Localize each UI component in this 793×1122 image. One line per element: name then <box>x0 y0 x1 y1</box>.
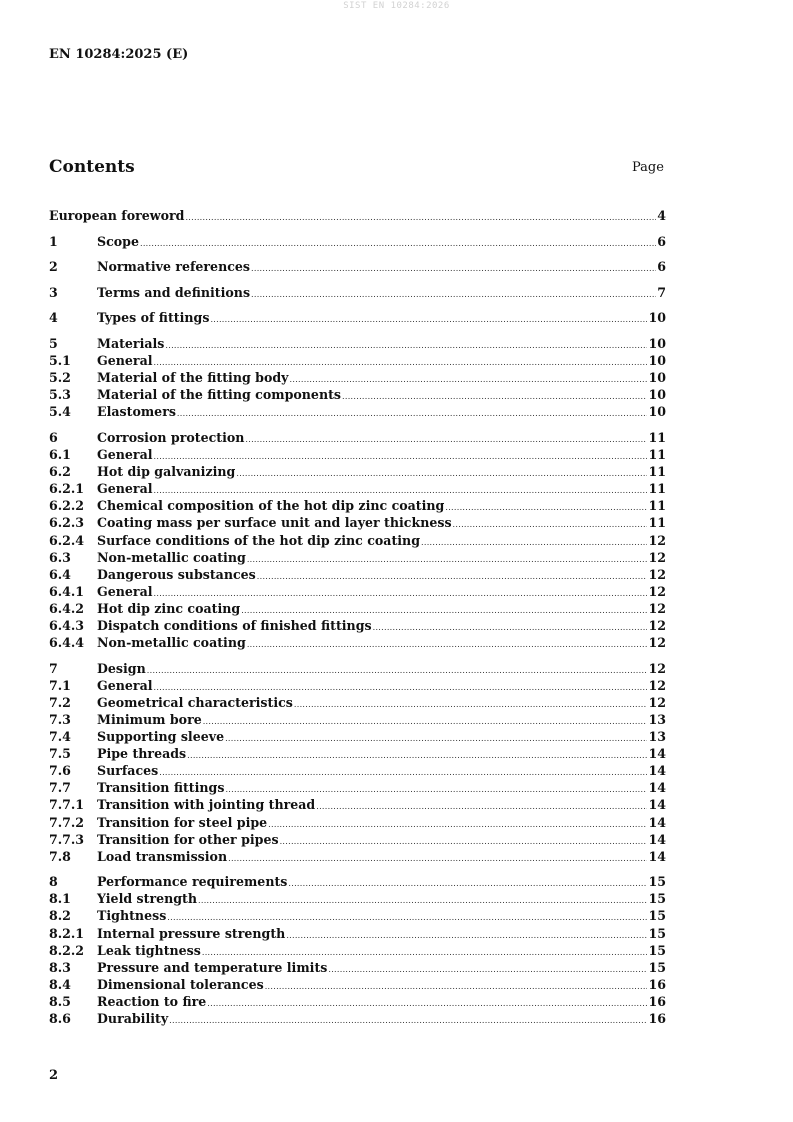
toc-entry-page: 12 <box>648 660 666 676</box>
toc-entry-page: 11 <box>648 429 666 445</box>
toc-entry-title: Design <box>97 660 146 676</box>
toc-entry-number: 7.6 <box>49 763 71 779</box>
toc-entry-page: 6 <box>657 233 666 249</box>
toc-leader-dots <box>147 662 648 679</box>
toc-leader-dots <box>169 1012 647 1029</box>
toc-entry-title: Elastomers <box>97 404 176 420</box>
toc-entry-title: Coating mass per surface unit and layer thickness <box>97 515 452 531</box>
toc-entry-number: 7.7.3 <box>49 831 85 847</box>
toc-entry[interactable] <box>49 497 666 514</box>
toc-entry-title: General <box>97 677 153 693</box>
toc-entry-page: 11 <box>648 464 666 480</box>
toc-section <box>49 233 666 250</box>
toc-entry-page: 16 <box>648 976 666 992</box>
toc-entry-page: 10 <box>648 353 666 369</box>
toc-entry[interactable] <box>49 1010 666 1027</box>
toc-leader-dots <box>187 747 647 764</box>
toc-entry-number: 8 <box>49 874 58 890</box>
toc-entry-page: 15 <box>648 942 666 958</box>
toc-entry-title: Corrosion protection <box>97 429 245 445</box>
toc-leader-dots <box>247 551 648 568</box>
toc-entry[interactable] <box>49 959 666 976</box>
toc-entry-number: 5.4 <box>49 404 71 420</box>
toc-entry-title: Terms and definitions <box>97 284 251 300</box>
toc-entry[interactable] <box>49 284 666 301</box>
toc-section <box>49 309 666 326</box>
toc-entry-number: 3 <box>49 284 58 300</box>
toc-entry-page: 11 <box>648 447 666 463</box>
toc-entry-title: Transition fittings <box>97 780 225 796</box>
toc-entry-title: General <box>97 583 153 599</box>
toc-entry-number: 7.4 <box>49 729 71 745</box>
toc-entry-number: 6.1 <box>49 447 71 463</box>
toc-entry[interactable] <box>49 463 666 480</box>
toc-entry-title: Pipe threads <box>97 746 187 762</box>
toc-entry-page: 14 <box>648 814 666 830</box>
toc-entry-number: 5.3 <box>49 387 71 403</box>
toc-entry[interactable] <box>49 925 666 942</box>
toc-entry-page: 15 <box>648 891 666 907</box>
toc-entry[interactable] <box>49 386 666 403</box>
toc-leader-dots <box>225 730 647 747</box>
toc-entry-page: 12 <box>648 583 666 599</box>
toc-entry-page: 10 <box>648 404 666 420</box>
toc-leader-dots <box>251 286 656 303</box>
toc-entry-page: 12 <box>648 600 666 616</box>
toc-leader-dots <box>288 875 647 892</box>
toc-leader-dots <box>421 534 647 551</box>
toc-entry-title: Performance requirements <box>97 874 288 890</box>
toc-entry[interactable] <box>49 694 666 711</box>
toc-section <box>49 335 666 420</box>
toc-section <box>49 873 666 1027</box>
toc-leader-dots <box>373 619 648 636</box>
toc-entry[interactable] <box>49 890 666 907</box>
toc-entry-page: 14 <box>648 848 666 864</box>
toc-leader-dots <box>290 371 648 388</box>
toc-entry-page: 14 <box>648 746 666 762</box>
contents-title: Contents <box>49 157 135 177</box>
toc-entry[interactable] <box>49 779 666 796</box>
toc-leader-dots <box>236 465 647 482</box>
toc-entry-title: General <box>97 353 153 369</box>
toc-entry[interactable] <box>49 711 666 728</box>
toc-entry[interactable] <box>49 907 666 924</box>
toc-section <box>49 284 666 301</box>
toc-entry[interactable] <box>49 429 666 446</box>
toc-entry-page: 4 <box>657 208 666 223</box>
toc-leader-dots <box>210 311 647 328</box>
toc-entry-number: 7.8 <box>49 848 71 864</box>
toc-entry-page: 12 <box>648 635 666 651</box>
toc-leader-dots <box>177 405 648 422</box>
toc-entry[interactable] <box>49 634 666 651</box>
toc-entry-number: 6 <box>49 429 58 445</box>
toc-entry[interactable] <box>49 514 666 531</box>
toc-entry-page: 10 <box>648 335 666 351</box>
toc-leader-dots <box>165 337 647 354</box>
toc-entry-number: 8.2.1 <box>49 925 85 941</box>
toc-entry[interactable] <box>49 352 666 369</box>
toc-leader-dots <box>286 927 647 944</box>
page-column-label: Page <box>632 160 664 175</box>
toc-entry-number: 8.2 <box>49 908 71 924</box>
toc-entry-number: 7.7 <box>49 780 71 796</box>
toc-entry[interactable] <box>49 976 666 993</box>
toc-entry-page: 6 <box>657 259 666 275</box>
toc-entry[interactable] <box>49 369 666 386</box>
toc-entry-number: 4 <box>49 310 58 326</box>
toc-entry-page: 12 <box>648 566 666 582</box>
toc-entry-title: General <box>97 481 153 497</box>
toc-entry-page: 10 <box>648 370 666 386</box>
toc-entry[interactable] <box>49 814 666 831</box>
toc-entry-title: Geometrical characteristics <box>97 694 293 710</box>
toc-entry-number: 7 <box>49 660 58 676</box>
toc-entry-number: 8.3 <box>49 959 71 975</box>
toc-entry[interactable] <box>49 762 666 779</box>
toc-entry-title: Dispatch conditions of finished fittings <box>97 617 372 633</box>
toc-entry[interactable] <box>49 233 666 250</box>
toc-entry-page: 12 <box>648 532 666 548</box>
toc-entry[interactable] <box>49 309 666 326</box>
toc-entry-title: Material of the fitting body <box>97 370 289 386</box>
toc-entry[interactable] <box>49 566 666 583</box>
watermark: SIST EN 10284:2026 <box>343 1 450 11</box>
toc-entry-page: 15 <box>648 874 666 890</box>
toc-entry-number: 6.4.3 <box>49 617 85 633</box>
toc-entry[interactable] <box>49 831 666 848</box>
toc-entry-number: 6.4.2 <box>49 600 85 616</box>
toc-entry-number: 8.2.2 <box>49 942 85 958</box>
toc-entry-page: 12 <box>648 694 666 710</box>
toc-leader-dots <box>280 833 648 850</box>
toc-leader-dots <box>203 713 648 730</box>
toc-entry[interactable] <box>49 993 666 1010</box>
document-id: EN 10284:2025 (E) <box>49 47 189 62</box>
toc-leader-dots <box>257 568 648 585</box>
toc-entry-page: 16 <box>648 993 666 1009</box>
toc-entry[interactable] <box>49 677 666 694</box>
toc-entry-page: 15 <box>648 908 666 924</box>
toc-entry-page: 11 <box>648 481 666 497</box>
toc-entry[interactable] <box>49 600 666 617</box>
table-of-contents <box>49 207 666 1036</box>
toc-entry-page: 11 <box>648 498 666 514</box>
toc-entry[interactable] <box>49 728 666 745</box>
toc-entry-page: 12 <box>648 617 666 633</box>
toc-entry-number: 8.5 <box>49 993 71 1009</box>
toc-entry[interactable] <box>49 335 666 352</box>
toc-entry-title: Surfaces <box>97 763 159 779</box>
toc-entry-title: Leak tightness <box>97 942 201 958</box>
toc-entry-title: Materials <box>97 335 165 351</box>
toc-leader-dots <box>159 764 647 781</box>
toc-entry-title: Internal pressure strength <box>97 925 286 941</box>
page-number: 2 <box>49 1068 59 1083</box>
toc-entry-title: Transition for steel pipe <box>97 814 268 830</box>
toc-entry-number: 6.4 <box>49 566 71 582</box>
toc-entry-page: 14 <box>648 797 666 813</box>
toc-entry[interactable] <box>49 942 666 959</box>
toc-entry-title: Load transmission <box>97 848 228 864</box>
toc-entry-title: Normative references <box>97 259 251 275</box>
toc-entry[interactable] <box>49 403 666 420</box>
toc-entry-page: 13 <box>648 711 666 727</box>
toc-leader-dots <box>245 431 647 448</box>
toc-leader-dots <box>294 696 648 713</box>
toc-entry-number: 7.5 <box>49 746 71 762</box>
toc-entry-title: Chemical composition of the hot dip zinc coating <box>97 498 445 514</box>
toc-entry-number: 8.4 <box>49 976 71 992</box>
toc-entry-title: Hot dip galvanizing <box>97 464 236 480</box>
toc-entry-page: 14 <box>648 831 666 847</box>
toc-leader-dots <box>268 816 647 833</box>
toc-entry-title: Material of the fitting components <box>97 387 342 403</box>
toc-entry-page: 13 <box>648 729 666 745</box>
toc-entry-title: Hot dip zinc coating <box>97 600 241 616</box>
toc-entry-number: 1 <box>49 233 58 249</box>
toc-entry-page: 14 <box>648 780 666 796</box>
toc-entry-number: 6.4.4 <box>49 635 85 651</box>
toc-entry-title: Dimensional tolerances <box>97 976 264 992</box>
toc-entry-number: 6.2 <box>49 464 71 480</box>
toc-entry-page: 10 <box>648 310 666 326</box>
toc-leader-dots <box>198 892 647 909</box>
toc-entry-number: 6.4.1 <box>49 583 85 599</box>
toc-entry-title: General <box>97 447 153 463</box>
toc-entry[interactable] <box>49 549 666 566</box>
toc-entry-number: 5.2 <box>49 370 71 386</box>
toc-entry-title: Yield strength <box>97 891 198 907</box>
toc-entry-page: 15 <box>648 959 666 975</box>
toc-entry-number: 6.3 <box>49 549 71 565</box>
toc-entry[interactable] <box>49 745 666 762</box>
toc-entry-number: 5 <box>49 335 58 351</box>
toc-entry[interactable] <box>49 480 666 497</box>
toc-entry-number: 7.3 <box>49 711 71 727</box>
toc-entry[interactable] <box>49 532 666 549</box>
toc-section <box>49 660 666 865</box>
toc-entry-title: Minimum bore <box>97 711 202 727</box>
toc-entry-number: 8.6 <box>49 1011 71 1027</box>
toc-entry-title: Scope <box>97 233 139 249</box>
toc-entry[interactable] <box>49 258 666 275</box>
toc-entry-title: European foreword <box>49 208 185 223</box>
toc-leader-dots <box>453 516 648 533</box>
toc-entry-title: Surface conditions of the hot dip zinc coating <box>97 532 421 548</box>
toc-entry[interactable] <box>49 617 666 634</box>
toc-entry-page: 12 <box>648 549 666 565</box>
toc-entry[interactable] <box>49 207 666 224</box>
toc-entry[interactable] <box>49 796 666 813</box>
toc-entry-number: 6.2.2 <box>49 498 85 514</box>
toc-entry-number: 7.1 <box>49 677 71 693</box>
toc-leader-dots <box>445 499 647 516</box>
toc-entry-title: Durability <box>97 1011 169 1027</box>
toc-leader-dots <box>316 798 647 815</box>
toc-entry-number: 6.2.1 <box>49 481 85 497</box>
toc-entry-number: 7.7.1 <box>49 797 85 813</box>
toc-entry-title: Reaction to fire <box>97 993 207 1009</box>
toc-entry-number: 7.7.2 <box>49 814 85 830</box>
toc-entry-title: Non-metallic coating <box>97 549 246 565</box>
toc-leader-dots <box>207 995 647 1012</box>
toc-leader-dots <box>328 961 647 978</box>
toc-entry-number: 5.1 <box>49 353 71 369</box>
toc-entry[interactable] <box>49 848 666 865</box>
toc-entry-title: Transition with jointing thread <box>97 797 316 813</box>
toc-entry-number: 7.2 <box>49 694 71 710</box>
toc-entry-title: Tightness <box>97 908 167 924</box>
toc-entry-title: Pressure and temperature limits <box>97 959 328 975</box>
toc-section <box>49 207 666 224</box>
toc-entry-page: 10 <box>648 387 666 403</box>
toc-entry[interactable] <box>49 583 666 600</box>
toc-section <box>49 429 666 651</box>
toc-entry-number: 8.1 <box>49 891 71 907</box>
toc-entry-title: Dangerous substances <box>97 566 256 582</box>
toc-leader-dots <box>342 388 647 405</box>
toc-entry-number: 2 <box>49 259 58 275</box>
toc-entry-title: Supporting sleeve <box>97 729 225 745</box>
toc-entry-page: 7 <box>657 284 666 300</box>
toc-leader-dots <box>247 636 648 653</box>
toc-entry-page: 12 <box>648 677 666 693</box>
toc-entry-title: Transition for other pipes <box>97 831 279 847</box>
toc-entry-page: 14 <box>648 763 666 779</box>
toc-entry-number: 6.2.3 <box>49 515 85 531</box>
toc-section <box>49 258 666 275</box>
toc-leader-dots <box>140 235 656 252</box>
toc-leader-dots <box>185 209 656 226</box>
toc-entry[interactable] <box>49 446 666 463</box>
toc-entry-title: Types of fittings <box>97 310 210 326</box>
toc-entry[interactable] <box>49 873 666 890</box>
toc-entry-page: 16 <box>648 1011 666 1027</box>
toc-entry[interactable] <box>49 660 666 677</box>
toc-entry-page: 15 <box>648 925 666 941</box>
toc-entry-title: Non-metallic coating <box>97 635 246 651</box>
toc-entry-number: 6.2.4 <box>49 532 85 548</box>
toc-leader-dots <box>251 260 656 277</box>
toc-leader-dots <box>228 850 647 867</box>
toc-leader-dots <box>265 978 648 995</box>
toc-entry-page: 11 <box>648 515 666 531</box>
